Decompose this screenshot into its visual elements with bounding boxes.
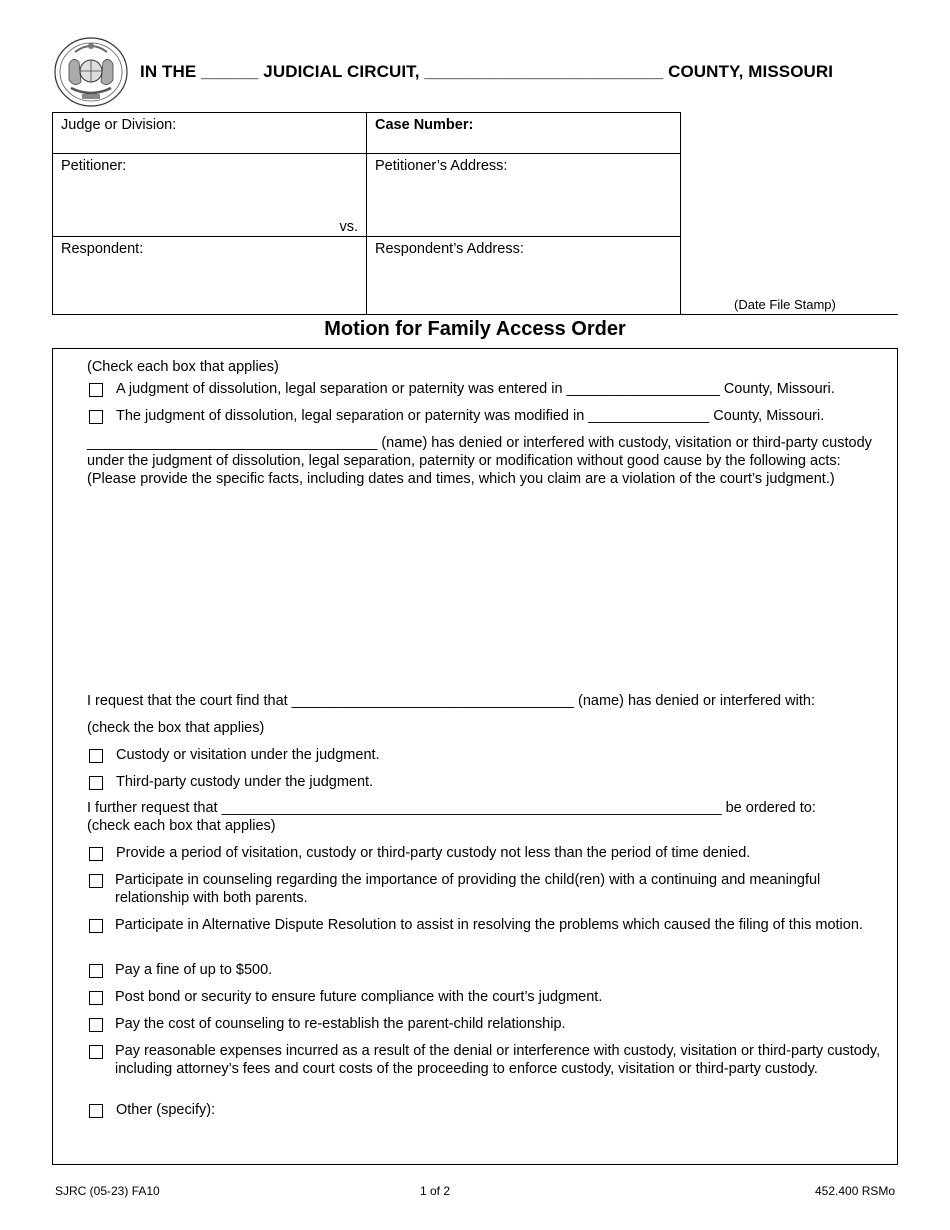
section1-instruction: (Check each box that applies) (87, 359, 279, 375)
facts-description-area[interactable] (87, 510, 882, 680)
court-header: IN THE ______ JUDICIAL CIRCUIT, _________________________ COUNTY, MISSOURI (140, 62, 834, 81)
date-file-stamp-label: (Date File Stamp) (734, 297, 836, 312)
section3-instruction: (check each box that applies) (87, 818, 276, 834)
checkbox-counseling-cost[interactable] (89, 1018, 103, 1032)
checkbox-custody-visitation[interactable] (89, 749, 103, 763)
form-title: Motion for Family Access Order (324, 318, 626, 340)
request-court-find-line: I request that the court find that ___________________________________ (name) has denied or interfered with: (87, 693, 815, 709)
judge-division-field[interactable] (53, 113, 367, 154)
judgment-modified-text: The judgment of dissolution, legal separation or paternity was modified in _______________ County, Missouri. (116, 408, 825, 424)
petitioner-address-label: Petitioner’s Address: (375, 158, 508, 174)
date-file-stamp-line (681, 314, 898, 315)
judgment-entered-text: A judgment of dissolution, legal separation or paternity was entered in ___________________ County, Missouri. (116, 381, 835, 397)
respondent-address-label: Respondent’s Address: (375, 241, 524, 257)
case-caption-table (52, 112, 681, 315)
missouri-state-seal (53, 36, 129, 108)
checkbox-other[interactable] (89, 1104, 103, 1118)
checkbox-judgment-entered[interactable] (89, 383, 103, 397)
checkbox-third-party-custody[interactable] (89, 776, 103, 790)
checkbox-reasonable-expenses[interactable] (89, 1045, 103, 1059)
checkbox-fine[interactable] (89, 964, 103, 978)
case-number-label: Case Number: (375, 117, 474, 133)
third-party-custody-text: Third-party custody under the judgment. (116, 774, 374, 790)
further-request-line: I further request that ______________________________________________________________ be ordered to: (87, 800, 816, 816)
checkbox-adr[interactable] (89, 919, 103, 933)
counseling-text: Participate in counseling regarding the importance of providing the child(ren) with a continuing and meaningful relationship with both parents. (115, 872, 821, 906)
custody-visitation-text: Custody or visitation under the judgment. (116, 747, 380, 763)
checkbox-counseling[interactable] (89, 874, 103, 888)
respondent-field[interactable] (53, 237, 367, 315)
vs-label: vs. (339, 219, 358, 235)
other-specify-text: Other (specify): (116, 1102, 216, 1118)
reasonable-expenses-text: Pay reasonable expenses incurred as a result of the denial or interference with custody, visitation or third-party custody, including attorney’s fees and court costs of the proceeding to enforce custody, visitation or third-party custody. (115, 1043, 881, 1077)
petitioner-address-field[interactable] (367, 154, 681, 237)
section2-instruction: (check the box that applies) (87, 720, 265, 736)
respondent-label: Respondent: (61, 241, 144, 257)
fine-text: Pay a fine of up to $500. (115, 962, 273, 978)
petitioner-label: Petitioner: (61, 158, 127, 174)
provide-period-text: Provide a period of visitation, custody or third-party custody not less than the period of time denied. (116, 845, 751, 861)
statute-reference: 452.400 RSMo (815, 1184, 896, 1198)
case-number-field[interactable] (367, 113, 681, 154)
respondent-address-field[interactable] (367, 237, 681, 315)
adr-text: Participate in Alternative Dispute Resolution to assist in resolving the problems which caused the filing of this motion. (115, 917, 863, 933)
form-id: SJRC (05-23) FA10 (55, 1184, 160, 1198)
judge-division-label: Judge or Division: (61, 117, 177, 133)
checkbox-judgment-modified[interactable] (89, 410, 103, 424)
counseling-cost-text: Pay the cost of counseling to re-establish the parent-child relationship. (115, 1016, 566, 1032)
post-bond-text: Post bond or security to ensure future compliance with the court’s judgment. (115, 989, 603, 1005)
checkbox-provide-period[interactable] (89, 847, 103, 861)
denied-acts-paragraph: ____________________________________ (name) has denied or interfered with custody, visitation or third-party custody under the judgment of dissolution, legal separation, paternity or modification without good cause by the following acts: (Please provide the specific facts, including dates and times, which you claim are a violation of the court’s judgment.) (87, 435, 872, 487)
petitioner-field[interactable] (53, 154, 367, 237)
checkbox-post-bond[interactable] (89, 991, 103, 1005)
page-number: 1 of 2 (420, 1184, 451, 1198)
